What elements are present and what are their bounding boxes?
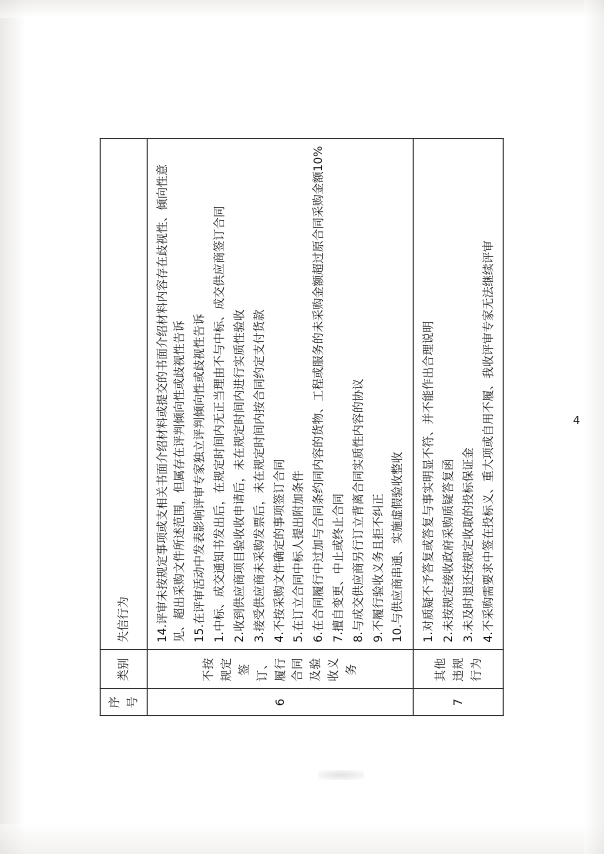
table-head xyxy=(100,138,147,715)
list-item: 10.与供应商串通、实施虚假验收整收 xyxy=(390,451,405,643)
page-edge-shadow-top xyxy=(0,0,604,18)
list-item: 1.中标、成交通知书发出后，在规定时间内无正当理由不与中标、成交供应商签订合同 xyxy=(211,206,226,643)
list-item: 3.接受供应商未采购发票后，未在规定时间内按合同约定支付货款 xyxy=(251,309,266,643)
behavior-list xyxy=(152,146,408,643)
failure-behavior-table xyxy=(100,138,504,716)
page-edge-shadow-left xyxy=(0,0,26,854)
row-category: 不按规定签订、履行合同及验收义务 xyxy=(147,650,414,689)
behavior-list xyxy=(419,146,498,643)
list-item: 14.评审未按规定事项或支相关书面介绍材料或提交的书面介绍材料内容存在歧视性、倾向性意见、超出采购文件所述范围，但属存在评判倾向性或歧视性告诉 xyxy=(154,164,187,643)
page-edge-shadow-right xyxy=(584,0,604,854)
list-item: 7.擅自变更、中止或终止合同 xyxy=(330,493,345,643)
column-header-no: 序号 xyxy=(100,689,147,716)
list-item: 2.收到供应商项目验收收申请后，未在规定时间内进行实质性验收 xyxy=(231,309,246,643)
row-number: 6 xyxy=(147,689,414,716)
list-item: 2.未按规定接收政府采购质疑答复函 xyxy=(440,459,455,643)
list-item: 4.不按采购文件确定的事项签订合同 xyxy=(271,459,286,643)
row-number: 7 xyxy=(413,689,503,716)
list-item: 15.在评审活动中发表影响评审专家独立评判倾向性或歧视性告诉 xyxy=(192,313,207,643)
row-behaviors xyxy=(413,138,503,650)
list-item: 8.与成交供应商另行订立背离合同实质性内容的协议 xyxy=(350,378,365,643)
page-number: 4 xyxy=(573,414,580,427)
column-header-behavior: 失信行为 xyxy=(100,138,147,650)
table-body xyxy=(147,138,504,715)
rotated-table-container xyxy=(100,138,504,716)
list-item: 4.不采购需要求中签在投标义、重大项或自用不履、我收评审专家无法继续评审 xyxy=(480,240,495,643)
table-row xyxy=(147,138,414,715)
page-edge-shadow-bottom xyxy=(0,824,604,854)
table-row xyxy=(413,138,503,715)
list-item: 1.对质疑不予答复或答复与事实明显不符、并不能作出合理说明 xyxy=(420,321,435,643)
column-header-category: 类别 xyxy=(100,650,147,689)
table-header-row xyxy=(100,138,147,715)
list-item: 9.不履行验收义务且拒不纠正 xyxy=(370,493,385,643)
row-behaviors xyxy=(147,138,414,650)
scan-artifact xyxy=(318,770,364,780)
list-item: 5.在订立合同中标人提出附加条件 xyxy=(291,470,306,643)
row-category: 其他违规行为 xyxy=(413,650,503,689)
list-item: 6.在合同履行中过加与合同条约同内容的货物、工程或服务的未采购金额超过原合同采购金额10% xyxy=(310,145,325,643)
list-item: 3.未及时退还按规定收取的投标保证金 xyxy=(460,447,475,643)
